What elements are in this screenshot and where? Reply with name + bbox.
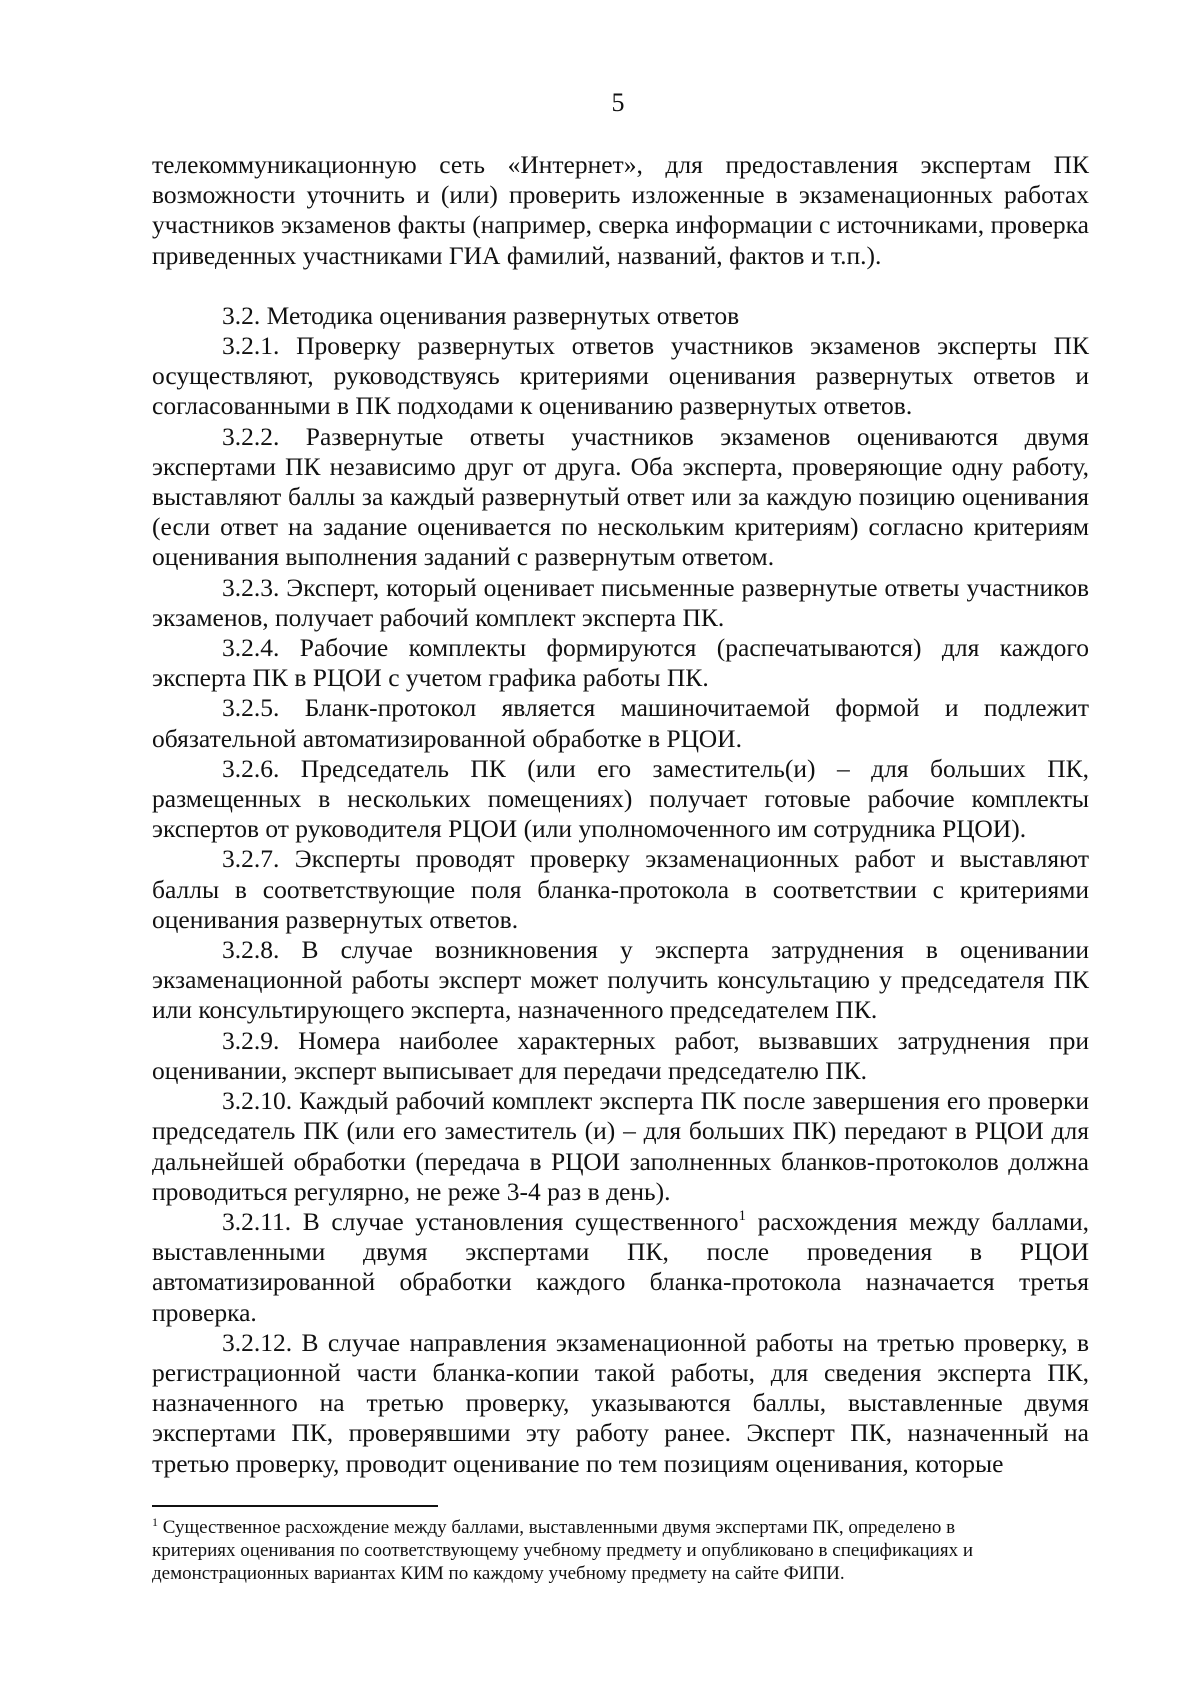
paragraph-3-2-11 [152,1207,1089,1328]
paragraph-3-2-4: 3.2.4. Рабочие комплекты формируются (распечатываются) для каждого эксперта ПК в РЦОИ с учетом графика работы ПК. [152,633,1089,693]
paragraph-3-2-6: 3.2.6. Председатель ПК (или его заместитель(и) – для больших ПК, размещенных в нескольких помещениях) получает готовые рабочие комплекты экспертов от руководителя РЦОИ (или уполномоченного им сотрудника РЦОИ). [152,753,1089,844]
paragraph-3-2-5: 3.2.5. Бланк-протокол является машиночитаемой формой и подлежит обязательной автоматизированной обработке в РЦОИ. [152,693,1089,753]
paragraph-3-2-3: 3.2.3. Эксперт, который оценивает письменные развернутые ответы участников экзаменов, получает рабочий комплект эксперта ПК. [152,572,1089,632]
footnote-body: Существенное расхождение между баллами, выставленными двумя экспертами ПК, определено в критериях оценивания по соответствующему учебному предмету и опубликовано в спецификациях и демонстрационных вариантах КИМ по каждому учебному предмету на сайте ФИПИ. [152,1517,973,1584]
continuation-paragraph: телекоммуникационную сеть «Интернет», для предоставления экспертам ПК возможности уточнить и (или) проверить изложенные в экзаменационных работах участников экзаменов факты (например, сверка информации с источниками, проверка приведенных участниками ГИА фамилий, названий, фактов и т.п.). [152,150,1089,270]
paragraph-3-2-8: 3.2.8. В случае возникновения у эксперта затруднения в оценивании экзаменационной работы эксперт может получить консультацию у председателя ПК или консультирующего эксперта, назначенного председателем ПК. [152,935,1089,1025]
footnote-text [152,1516,1032,1585]
footnote-reference-mark: 1 [738,1207,747,1224]
paragraph-3-2-12: 3.2.12. В случае направления экзаменационной работы на третью проверку, в регистрационной части бланка-копии такой работы, для сведения эксперта ПК, назначенного на третью проверку, указываются баллы, выставленные двумя экспертами ПК, проверявшими эту работу ранее. Эксперт ПК, назначенный на третью проверку, проводит оценивание по тем позициям оценивания, которые [152,1327,1089,1478]
paragraph-3-2-9: 3.2.9. Номера наиболее характерных работ, вызвавших затруднения при оценивании, эксперт выписывает для передачи председателю ПК. [152,1025,1089,1085]
paragraph-3-2-2: 3.2.2. Развернутые ответы участников экзаменов оцениваются двумя экспертами ПК независимо друг от друга. Оба эксперта, проверяющие одну работу, выставляют баллы за каждый развернутый ответ или за каждую позицию оценивания (если ответ на задание оценивается по нескольким критериям) согласно критериям оценивания выполнения заданий с развернутым ответом. [152,421,1089,572]
paragraph-3-2-10: 3.2.10. Каждый рабочий комплект эксперта ПК после завершения его проверки председатель ПК (или его заместитель (и) – для больших ПК) передают в РЦОИ для дальнейшей обработки (передача в РЦОИ заполненных бланков-протоколов должна проводиться регулярно, не реже 3-4 раз в день). [152,1086,1089,1206]
footnote [152,1516,1032,1585]
footnote-mark: 1 [152,1515,158,1529]
paragraph-3-2-1: 3.2.1. Проверку развернутых ответов участников экзаменов эксперты ПК осуществляют, руководствуясь критериями оценивания развернутых ответов и согласованными в ПК подходами к оцениванию развернутых ответов. [152,331,1089,421]
page-number: 5 [611,88,625,117]
footnote-separator [152,1505,438,1507]
paragraph-3-2-7: 3.2.7. Эксперты проводят проверку экзаменационных работ и выставляют баллы в соответствующие поля бланка-протокола в соответствии с критериями оценивания развернутых ответов. [152,844,1089,934]
paragraph-3-2-11-start: 3.2.11. В случае установления существенного [222,1206,739,1236]
section-heading-3-2: 3.2. Методика оценивания развернутых ответов [222,300,740,330]
body-text [152,150,1089,1479]
paragraph-3-2-11-end: расхождения между баллами, выставленными двумя экспертами ПК, после проведения в РЦОИ автоматизированной обработки каждого бланка-протокола назначается третья проверка. [152,1206,1089,1327]
